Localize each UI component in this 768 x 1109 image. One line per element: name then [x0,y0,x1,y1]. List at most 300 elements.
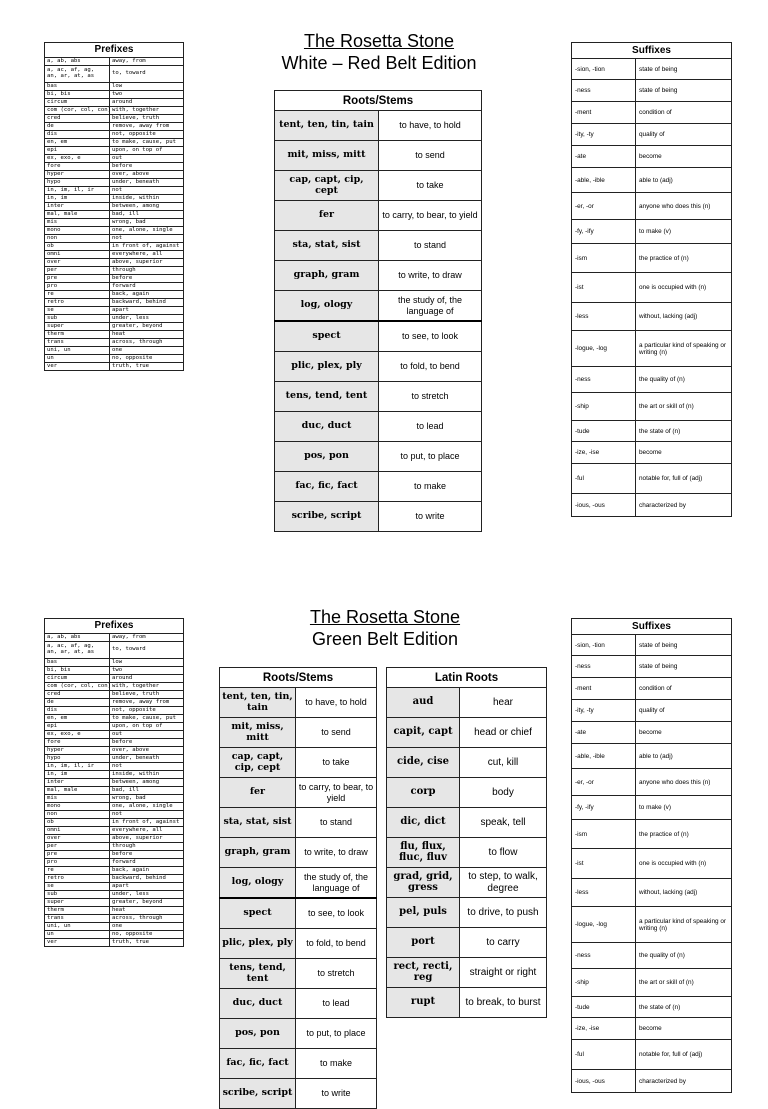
table-row [572,1040,732,1070]
term-cell: un [45,355,110,363]
meaning-cell: straight or right [460,958,547,988]
term-cell: -ment [572,678,636,700]
table-row [45,803,184,811]
meaning-cell: one is occupied with (n) [636,273,732,303]
meaning-cell: forward [110,283,184,291]
roots-stems-header: Roots/Stems [275,91,482,111]
meaning-cell: anyone who does this (n) [636,769,732,796]
meaning-cell: to stand [379,231,482,261]
term-cell: therm [45,331,110,339]
meaning-cell: one [110,347,184,355]
term-cell: ex, exo, e [45,731,110,739]
term-cell: -er, -or [572,193,636,220]
meaning-cell: over, above [110,747,184,755]
table-row [45,667,184,675]
meaning-cell: in front of, against [110,819,184,827]
term-cell: inter [45,779,110,787]
table-row [45,763,184,771]
meaning-cell: able to (adj) [636,744,732,769]
meaning-cell: inside, within [110,771,184,779]
meaning-cell: to make, cause, put [110,139,184,147]
meaning-cell: with, together [110,683,184,691]
meaning-cell: to fold, to bend [296,929,377,959]
meaning-cell: in front of, against [110,243,184,251]
meaning-cell: with, together [110,107,184,115]
term-cell: -ness [572,367,636,393]
term-cell: mal, male [45,211,110,219]
table-row [45,875,184,883]
meaning-cell: to stretch [296,959,377,989]
term-cell: epi [45,723,110,731]
term-cell: mal, male [45,787,110,795]
table-row [45,691,184,699]
term-cell: hypo [45,179,110,187]
table-row [45,642,184,659]
term-cell: sub [45,315,110,323]
meaning-cell: heat [110,907,184,915]
meaning-cell: two [110,667,184,675]
table-row [45,907,184,915]
prefixes-table [44,618,184,947]
meaning-cell: not [110,811,184,819]
term-cell: -logue, -log [572,907,636,943]
meaning-cell: to have, to hold [296,688,377,718]
meaning-cell: anyone who does this (n) [636,193,732,220]
meaning-cell: over, above [110,171,184,179]
term-cell: mit, miss, mitt [220,718,296,748]
term-cell: super [45,323,110,331]
table-row [45,899,184,907]
meaning-cell: everywhere, all [110,251,184,259]
term-cell: flu, flux, fluc, fluv [387,838,460,868]
term-cell: se [45,307,110,315]
term-cell: fore [45,739,110,747]
term-cell: -ness [572,656,636,678]
term-cell: pro [45,283,110,291]
meaning-cell: to step, to walk, degree [460,868,547,898]
term-cell: -logue, -log [572,331,636,367]
meaning-cell: characterized by [636,494,732,517]
table-row [45,779,184,787]
term-cell: tent, ten, tin, tain [220,688,296,718]
table-row [45,915,184,923]
term-cell: duc, duct [275,412,379,442]
term-cell: se [45,883,110,891]
meaning-cell: greater, beyond [110,899,184,907]
meaning-cell: under, beneath [110,755,184,763]
page-title: The Rosetta Stone [303,31,455,51]
table-row [45,707,184,715]
meaning-cell: to break, to burst [460,988,547,1018]
meaning-cell: to write [379,502,482,532]
term-cell: hyper [45,171,110,179]
table-row [572,969,732,997]
table-row [45,827,184,835]
meaning-cell: the study of, the language of [379,291,482,322]
term-cell: -less [572,303,636,331]
table-row [572,744,732,769]
term-cell: bas [45,659,110,667]
meaning-cell: no, opposite [110,931,184,939]
meaning-cell: to write [296,1079,377,1109]
term-cell: ob [45,819,110,827]
roots-stems-table [219,667,377,1109]
table-row [572,820,732,849]
meaning-cell: before [110,275,184,283]
meaning-cell: body [460,778,547,808]
meaning-cell: back, again [110,291,184,299]
meaning-cell: two [110,91,184,99]
term-cell: non [45,235,110,243]
meaning-cell: one is occupied with (n) [636,849,732,879]
term-cell: mono [45,803,110,811]
term-cell: -ate [572,146,636,168]
table-row [220,748,377,778]
term-cell: -ship [572,969,636,997]
term-cell: cred [45,691,110,699]
page-subtitle: Green Belt Edition [311,629,459,649]
meaning-cell: the state of (n) [636,421,732,442]
meaning-cell: the state of (n) [636,997,732,1018]
meaning-cell: cut, kill [460,748,547,778]
meaning-cell: become [636,722,732,744]
meaning-cell: to put, to place [379,442,482,472]
term-cell: duc, duct [220,989,296,1019]
term-cell: spect [275,321,379,352]
meaning-cell: wrong, bad [110,219,184,227]
suffixes-table [571,618,732,1093]
table-row [45,835,184,843]
term-cell: trans [45,915,110,923]
meaning-cell: hear [460,688,547,718]
meaning-cell: the study of, the language of [296,868,377,899]
term-cell: a, ac, af, ag, an, ar, at, as [45,642,110,659]
table-row [572,796,732,820]
meaning-cell: out [110,155,184,163]
term-cell: tent, ten, tin, tain [275,111,379,141]
meaning-cell: believe, truth [110,115,184,123]
meaning-cell: a particular kind of speaking or writing (n) [636,907,732,943]
term-cell: -fy, -ify [572,796,636,820]
term-cell: cap, capt, cip, cept [275,171,379,201]
page-title-block [274,606,496,650]
term-cell: a, ac, af, ag, an, ar, at, as [45,66,110,83]
term-cell: -ful [572,1040,636,1070]
table-row [220,778,377,808]
table-row [572,656,732,678]
term-cell: rupt [387,988,460,1018]
term-cell: -tude [572,421,636,442]
term-cell: over [45,259,110,267]
meaning-cell: notable for, full of (adj) [636,464,732,494]
meaning-cell: before [110,851,184,859]
term-cell: inter [45,203,110,211]
meaning-cell: apart [110,307,184,315]
term-cell: graph, gram [275,261,379,291]
meaning-cell: the practice of (n) [636,820,732,849]
meaning-cell: to lead [296,989,377,1019]
roots-stems-header: Roots/Stems [220,668,377,688]
meaning-cell: to see, to look [296,898,377,929]
term-cell: fer [275,201,379,231]
meaning-cell: to lead [379,412,482,442]
term-cell: fac, fic, fact [275,472,379,502]
meaning-cell: not, opposite [110,131,184,139]
term-cell: bi, bis [45,91,110,99]
term-cell: pre [45,275,110,283]
term-cell: -fy, -ify [572,220,636,244]
meaning-cell: believe, truth [110,691,184,699]
term-cell: ob [45,243,110,251]
meaning-cell: inside, within [110,195,184,203]
table-row [45,739,184,747]
term-cell: -ist [572,849,636,879]
term-cell: circum [45,675,110,683]
meaning-cell: without, lacking (adj) [636,303,732,331]
term-cell: -ist [572,273,636,303]
meaning-cell: bad, ill [110,211,184,219]
meaning-cell: one [110,923,184,931]
table-row [572,678,732,700]
term-cell: ex, exo, e [45,155,110,163]
table-row [45,859,184,867]
meaning-cell: to have, to hold [379,111,482,141]
term-cell: -ious, -ous [572,494,636,517]
table-row [45,683,184,691]
meaning-cell: without, lacking (adj) [636,879,732,907]
meaning-cell: to write, to draw [379,261,482,291]
table-row [45,819,184,827]
meaning-cell: forward [110,859,184,867]
term-cell: mis [45,219,110,227]
table-row [387,748,547,778]
table-row [572,700,732,722]
meaning-cell: to fold, to bend [379,352,482,382]
meaning-cell: to put, to place [296,1019,377,1049]
meaning-cell: under, less [110,891,184,899]
term-cell: in, im, il, ir [45,187,110,195]
meaning-cell: between, among [110,203,184,211]
term-cell: super [45,899,110,907]
table-row [572,722,732,744]
meaning-cell: to carry [460,928,547,958]
meaning-cell: upon, on top of [110,723,184,731]
suffixes-header: Suffixes [572,619,732,635]
term-cell: epi [45,147,110,155]
meaning-cell: the art or skill of (n) [636,393,732,421]
table-row [387,778,547,808]
term-cell: a, ab, abs [45,634,110,642]
meaning-cell: greater, beyond [110,323,184,331]
table-row [220,718,377,748]
prefixes-header: Prefixes [45,43,184,58]
table-row [45,851,184,859]
term-cell: over [45,835,110,843]
meaning-cell: to stand [296,808,377,838]
term-cell: sta, stat, sist [220,808,296,838]
table-row [220,989,377,1019]
meaning-cell: to write, to draw [296,838,377,868]
term-cell: re [45,291,110,299]
term-cell: pel, puls [387,898,460,928]
term-cell: therm [45,907,110,915]
meaning-cell: to make (v) [636,220,732,244]
meaning-cell: the quality of (n) [636,943,732,969]
term-cell: cide, cise [387,748,460,778]
meaning-cell: one, alone, single [110,227,184,235]
meaning-cell: to carry, to bear, to yield [296,778,377,808]
table-row [45,715,184,723]
table-row [387,838,547,868]
meaning-cell: state of being [636,635,732,656]
term-cell: in, im [45,195,110,203]
table-row [387,988,547,1018]
table-row [572,879,732,907]
meaning-cell: to make, cause, put [110,715,184,723]
meaning-cell: speak, tell [460,808,547,838]
term-cell: pos, pon [220,1019,296,1049]
term-cell: capit, capt [387,718,460,748]
meaning-cell: head or chief [460,718,547,748]
table-row [572,1070,732,1093]
table-row [220,1079,377,1109]
meaning-cell: one, alone, single [110,803,184,811]
meaning-cell: to carry, to bear, to yield [379,201,482,231]
meaning-cell: state of being [636,80,732,102]
table-row [572,997,732,1018]
table-row [387,898,547,928]
term-cell: de [45,699,110,707]
meaning-cell: state of being [636,656,732,678]
meaning-cell: to make [296,1049,377,1079]
meaning-cell: no, opposite [110,355,184,363]
meaning-cell: not [110,763,184,771]
table-row [45,755,184,763]
table-row [45,747,184,755]
meaning-cell: through [110,267,184,275]
term-cell: omni [45,251,110,259]
table-row [45,867,184,875]
table-row [45,939,184,947]
table-row [572,849,732,879]
table-row [572,635,732,656]
term-cell: pos, pon [275,442,379,472]
meaning-cell: to take [379,171,482,201]
meaning-cell: before [110,739,184,747]
term-cell: fore [45,163,110,171]
term-cell: trans [45,339,110,347]
meaning-cell: under, less [110,315,184,323]
term-cell: per [45,267,110,275]
term-cell: aud [387,688,460,718]
term-cell: -able, -ible [572,744,636,769]
meaning-cell: before [110,163,184,171]
table-row [572,907,732,943]
term-cell: plic, plex, ply [275,352,379,382]
meaning-cell: truth, true [110,939,184,947]
page-subtitle: White – Red Belt Edition [281,53,477,73]
term-cell: port [387,928,460,958]
meaning-cell: low [110,83,184,91]
term-cell: -ful [572,464,636,494]
meaning-cell: across, through [110,915,184,923]
term-cell: -ness [572,943,636,969]
meaning-cell: the quality of (n) [636,367,732,393]
meaning-cell: to send [296,718,377,748]
term-cell: -ize, -ise [572,442,636,464]
page-title: The Rosetta Stone [309,607,461,627]
term-cell: retro [45,875,110,883]
table-row [45,699,184,707]
meaning-cell: not [110,235,184,243]
table-row [45,771,184,779]
meaning-cell: to, toward [110,66,184,83]
term-cell: non [45,811,110,819]
meaning-cell: to flow [460,838,547,868]
table-row [387,868,547,898]
table-row [45,787,184,795]
meaning-cell: apart [110,883,184,891]
term-cell: dis [45,707,110,715]
term-cell: bas [45,83,110,91]
term-cell: cap, capt, cip, cept [220,748,296,778]
term-cell: ver [45,939,110,947]
meaning-cell: become [636,1018,732,1040]
table-row [572,1018,732,1040]
meaning-cell: not [110,187,184,195]
term-cell: per [45,843,110,851]
term-cell: -ism [572,820,636,849]
meaning-cell: away, from [110,634,184,642]
term-cell: -ness [572,80,636,102]
term-cell: sta, stat, sist [275,231,379,261]
table-row [45,931,184,939]
term-cell: circum [45,99,110,107]
term-cell: mit, miss, mitt [275,141,379,171]
term-cell: plic, plex, ply [220,929,296,959]
meaning-cell: quality of [636,700,732,722]
prefixes-header: Prefixes [45,619,184,634]
term-cell: -ize, -ise [572,1018,636,1040]
term-cell: sub [45,891,110,899]
meaning-cell: condition of [636,102,732,124]
term-cell: omni [45,827,110,835]
meaning-cell: around [110,99,184,107]
meaning-cell: notable for, full of (adj) [636,1040,732,1070]
term-cell: dis [45,131,110,139]
term-cell: -tude [572,997,636,1018]
table-row [572,769,732,796]
meaning-cell: able to (adj) [636,168,732,193]
term-cell: -ment [572,102,636,124]
term-cell: -ious, -ous [572,1070,636,1093]
term-cell: in, im, il, ir [45,763,110,771]
term-cell: en, em [45,715,110,723]
term-cell: un [45,931,110,939]
term-cell: ver [45,363,110,371]
meaning-cell: bad, ill [110,787,184,795]
meaning-cell: to stretch [379,382,482,412]
latin-roots-header: Latin Roots [387,668,547,688]
suffixes-header: Suffixes [572,43,732,59]
term-cell: re [45,867,110,875]
latin-roots-table [386,667,547,1018]
term-cell: fer [220,778,296,808]
term-cell: de [45,123,110,131]
table-row [220,838,377,868]
meaning-cell: remove, away from [110,699,184,707]
meaning-cell: not, opposite [110,707,184,715]
